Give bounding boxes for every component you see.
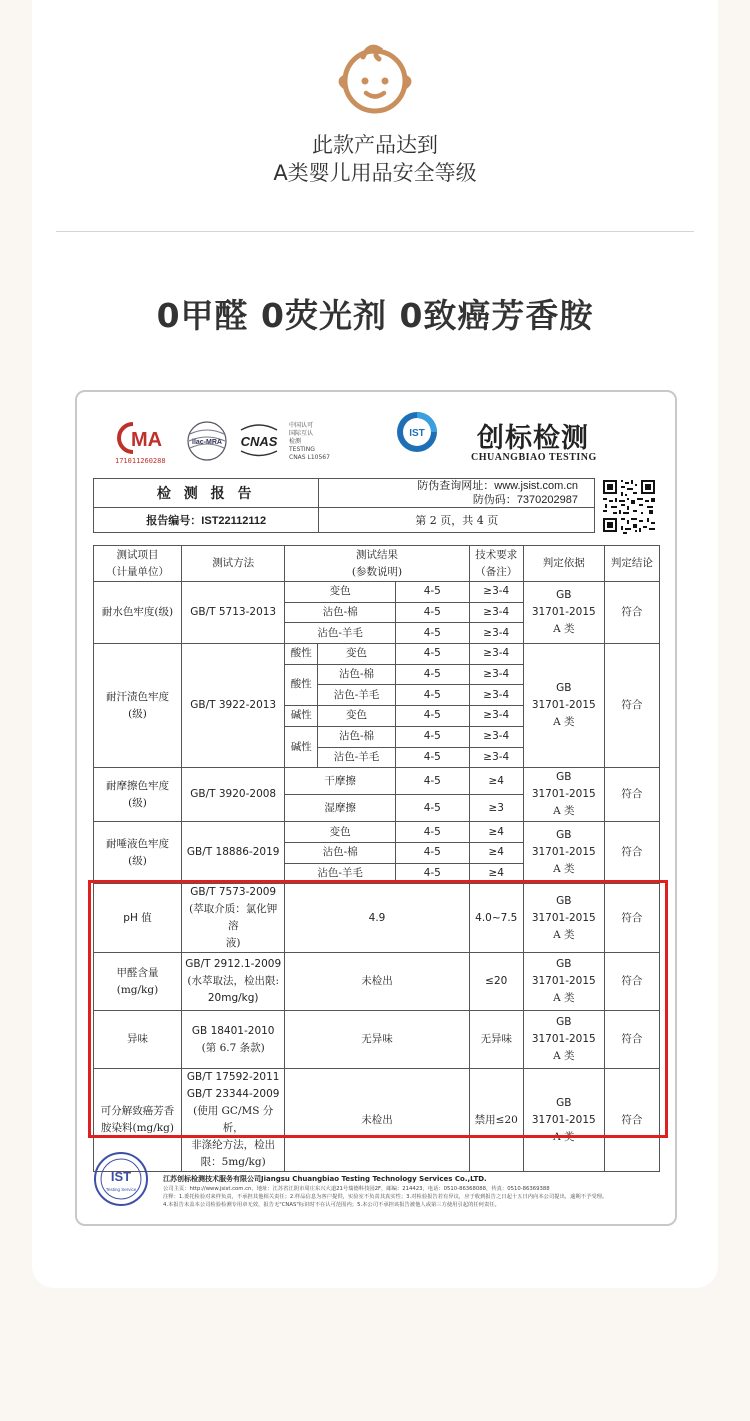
result-ph: 4.9 [285,884,469,953]
header-line-1: 此款产品达到 [312,133,438,157]
cma-logo-text: MA [131,429,163,451]
sub-alkali: 碱性 [285,726,318,767]
method-formaldehyde-line2: (水萃取法，检出限: [187,975,280,988]
req-odor: 无异味 [469,1011,523,1069]
verify-url: www.jsist.com.cn [494,480,578,492]
result-cell: 4-5 [395,664,469,685]
footer-company: 江苏创标检测技术服务有限公司Jiangsu Chuangbiao Testing Technology Services Co.,LTD. [163,1175,487,1183]
conclusion-ph: 符合 [604,884,659,953]
conclusion-odor: 符合 [604,1011,659,1069]
table-row [94,822,660,843]
basis-class: A 类 [553,863,575,876]
ist-logo-icon [395,410,439,454]
method-formaldehyde-line1: GB/T 2912.1-2009 [185,958,282,971]
result-cell: 4-5 [395,863,469,884]
brand-name-en: CHUANGBIAO TESTING [471,452,597,463]
item-saliva [94,822,182,884]
conclusion-saliva: 符合 [604,822,659,884]
item-water: 耐水色牢度(级) [94,582,182,644]
highlight-box [88,880,668,1138]
basis-num: 31701-2015 [531,1033,596,1046]
req-cell: ≥3-4 [469,623,523,644]
req-cell: ≥4 [469,842,523,863]
code-label: 防伪码： [472,493,517,506]
req-cell: ≥4 [469,863,523,884]
req-cell: ≥3-4 [469,685,523,706]
col-req-note: （备注） [475,565,518,578]
req-cell: ≥3-4 [469,747,523,768]
result-cell: 4-5 [395,644,469,665]
method-amine-line2: GB/T 23344-2009 [186,1088,280,1101]
cnas-en: TESTING [289,446,315,453]
divider [56,231,694,232]
param-cell: 变色 [318,706,396,727]
param-cell: 湿摩擦 [285,795,396,822]
result-cell: 4-5 [395,623,469,644]
basis-gb: GB [556,958,572,971]
basis-num: 31701-2015 [531,606,596,619]
anti-counterfeit-code: 7370202987 [516,494,578,506]
param-cell: 沾色-羊毛 [285,863,396,884]
report-header-table [93,478,595,533]
sub-acid: 酸性 [285,664,318,705]
cnas-logo-text: CNAS [240,434,278,449]
col-result-label: 测试结果 [356,548,398,561]
col-req-label: 技术要求 [475,548,518,561]
item-odor: 异味 [94,1011,182,1069]
basis-num: 31701-2015 [531,975,596,988]
req-cell: ≥3-4 [469,664,523,685]
footer-line-2: 注释：1.委托检验对来样负责，不承担其他相关责任；2.样品信息为客户提供，实验室不负责其真实性；3.对检验报告若有异议，应于收到报告之日起十五日内向本公司提出，逾期不予受理。 [163,1194,608,1200]
param-cell: 沾色-羊毛 [318,747,396,768]
result-cell: 4-5 [395,685,469,706]
req-cell: ≥3-4 [469,726,523,747]
cma-number: 171011260288 [115,457,166,465]
item-ph: pH 值 [94,884,182,953]
method-ph-line2: (萃取介质：氯化钾溶 [189,903,278,933]
result-odor: 无异味 [285,1011,469,1069]
method-amine-line3: (使用 GC/MS 分析， [193,1105,274,1135]
conclusion-formaldehyde: 符合 [604,953,659,1011]
cnas-cn-3: 检测 [289,438,302,445]
table-row [94,644,660,665]
cnas-accreditation-text [289,422,330,462]
method-formaldehyde-line3: 20mg/kg) [207,992,259,1005]
basis-water [523,582,604,644]
basis-rub [523,768,604,822]
page-info: 第 2 页，共 4 页 [319,508,595,533]
req-cell: ≥3-4 [469,706,523,727]
param-cell: 沾色-棉 [285,842,396,863]
req-cell: ≥3-4 [469,582,523,603]
test-report-document [75,390,677,1226]
basis-gb: GB [556,682,572,695]
item-sweat-line2: (级) [128,707,147,720]
basis-num: 31701-2015 [531,788,596,801]
item-saliva-line1: 耐唾液色牢度 [106,837,169,850]
anti-counterfeit-info [319,479,595,508]
ist-logo-text: IST [409,428,425,439]
brand-name-cn: 创标检测 [477,423,589,454]
basis-gb: GB [556,894,572,907]
param-cell: 变色 [318,644,396,665]
table-header-row [94,546,660,582]
conclusion-rub: 符合 [604,768,659,822]
method-ph-line1: GB/T 7573-2009 [190,886,277,899]
table-row [94,768,660,795]
header-line-2: A类婴儿用品安全等级 [273,161,477,185]
conclusion-amine: 符合 [604,1069,659,1172]
req-formaldehyde: ≤20 [469,953,523,1011]
basis-gb: GB [556,1096,572,1109]
basis-class: A 类 [553,716,575,729]
item-rub-line1: 耐摩擦色牢度 [106,779,169,792]
ist-seal-icon [93,1151,149,1207]
ilac-mra-logo-icon [185,420,229,462]
basis-gb: GB [556,1016,572,1029]
slogan-heading: 0甲醛 0荧光剂 0致癌芳香胺 [156,296,594,335]
basis-gb: GB [556,771,572,784]
report-no-label: 报告编号： [146,514,202,527]
param-cell: 变色 [285,822,396,843]
result-cell: 4-5 [395,726,469,747]
col-result [285,546,469,582]
col-conclusion: 判定结论 [604,546,659,582]
col-item [94,546,182,582]
method-water: GB/T 5713-2013 [182,582,285,644]
basis-num: 31701-2015 [531,699,596,712]
param-cell: 沾色-羊毛 [285,623,396,644]
basis-class: A 类 [553,928,575,941]
basis-sweat [523,644,604,768]
method-amine-line4: 非涤纶方法，检出 [191,1139,276,1152]
footer-line-1: 公司主页：http://www.jsist.com.cn，地址：江苏省江阴市周庄东兴大道21号瑞德科技园2F，邮编：214423，电话：0510-86368088，传真：0510-86369388 [163,1186,550,1192]
conclusion-water: 符合 [604,582,659,644]
result-cell: 4-5 [395,842,469,863]
result-amine: 未检出 [285,1069,469,1172]
param-cell: 干摩擦 [285,768,396,795]
cma-logo-icon [117,422,179,454]
sub-acid: 酸性 [285,644,318,665]
footer-line-3: 4.本报告未盖本公司检验检测专用章无效，报告无"CNAS"标识时不在认可范围内；5.本公司不承担该报告被他人或第三方使用引起的任何责任。 [163,1202,500,1208]
param-cell: 沾色-棉 [285,602,396,623]
item-amine-line1: 可分解致癌芳香 [100,1105,175,1118]
req-cell: ≥4 [469,768,523,795]
table-row [94,582,660,603]
basis-gb: GB [556,589,572,602]
method-saliva: GB/T 18886-2019 [182,822,285,884]
item-saliva-line2: (级) [128,854,147,867]
result-cell: 4-5 [395,795,469,822]
result-cell: 4-5 [395,582,469,603]
basis-num: 31701-2015 [531,911,596,924]
qr-code-icon [601,478,657,534]
basis-class: A 类 [553,1130,575,1143]
cnas-cn-2: 国际互认 [289,430,314,437]
req-amine: 禁用≤20 [469,1069,523,1172]
report-no-value: IST22112112 [201,515,267,527]
item-rub-line2: (级) [128,796,147,809]
sub-alkali: 碱性 [285,706,318,727]
req-cell: ≥3-4 [469,644,523,665]
param-cell: 沾色-羊毛 [318,685,396,706]
param-cell: 沾色-棉 [318,664,396,685]
basis-class: A 类 [553,992,575,1005]
col-req [469,546,523,582]
conclusion-sweat: 符合 [604,644,659,768]
basis-saliva [523,822,604,884]
report-number [94,508,319,533]
item-sweat [94,644,182,768]
item-formaldehyde-line2: (mg/kg) [116,983,159,996]
seal-subtext: Testing Service [105,1187,137,1192]
basis-num: 31701-2015 [531,846,596,859]
result-cell: 4-5 [395,747,469,768]
item-amine-line2: 胺染料(mg/kg) [101,1122,174,1135]
method-sweat: GB/T 3922-2013 [182,644,285,768]
method-rub: GB/T 3920-2008 [182,768,285,822]
baby-face-icon [333,37,417,121]
cnas-code: CNAS L10567 [289,454,330,461]
col-method: 测试方法 [182,546,285,582]
method-amine-line1: GB/T 17592-2011 [186,1071,280,1084]
result-cell: 4-5 [395,768,469,795]
req-cell: ≥3-4 [469,602,523,623]
cnas-logo-icon [233,422,285,458]
req-cell: ≥3 [469,795,523,822]
col-item-label: 测试项目 [116,548,159,561]
verify-label: 防伪查询网址： [417,479,495,492]
method-amine-line5: 限：5mg/kg) [200,1156,266,1169]
method-odor-line1: GB 18401-2010 [191,1024,275,1037]
param-cell: 变色 [285,582,396,603]
footer-notes [163,1185,663,1209]
result-formaldehyde: 未检出 [285,953,469,1011]
item-rub [94,768,182,822]
basis-gb: GB [556,829,572,842]
col-result-note: (参数说明) [351,565,403,578]
basis-class: A 类 [553,1050,575,1063]
basis-num: 31701-2015 [531,1113,596,1126]
result-cell: 4-5 [395,706,469,727]
result-cell: 4-5 [395,822,469,843]
param-cell: 沾色-棉 [318,726,396,747]
col-basis: 判定依据 [523,546,604,582]
result-cell: 4-5 [395,602,469,623]
report-title: 检 测 报 告 [94,479,319,508]
seal-text: IST [110,1169,132,1184]
method-odor-line2: (第 6.7 条款) [201,1041,265,1054]
item-sweat-line1: 耐汗渍色牢度 [106,690,169,703]
basis-class: A 类 [553,623,575,636]
item-formaldehyde-line1: 甲醛含量 [116,966,159,979]
method-ph-line3: 液) [225,937,241,950]
req-ph: 4.0~7.5 [469,884,523,953]
basis-class: A 类 [553,805,575,818]
col-item-unit: （计量单位） [106,565,169,578]
req-cell: ≥4 [469,822,523,843]
cnas-cn-1: 中国认可 [289,422,314,429]
ilac-logo-text: ilac-MRA [192,439,222,446]
